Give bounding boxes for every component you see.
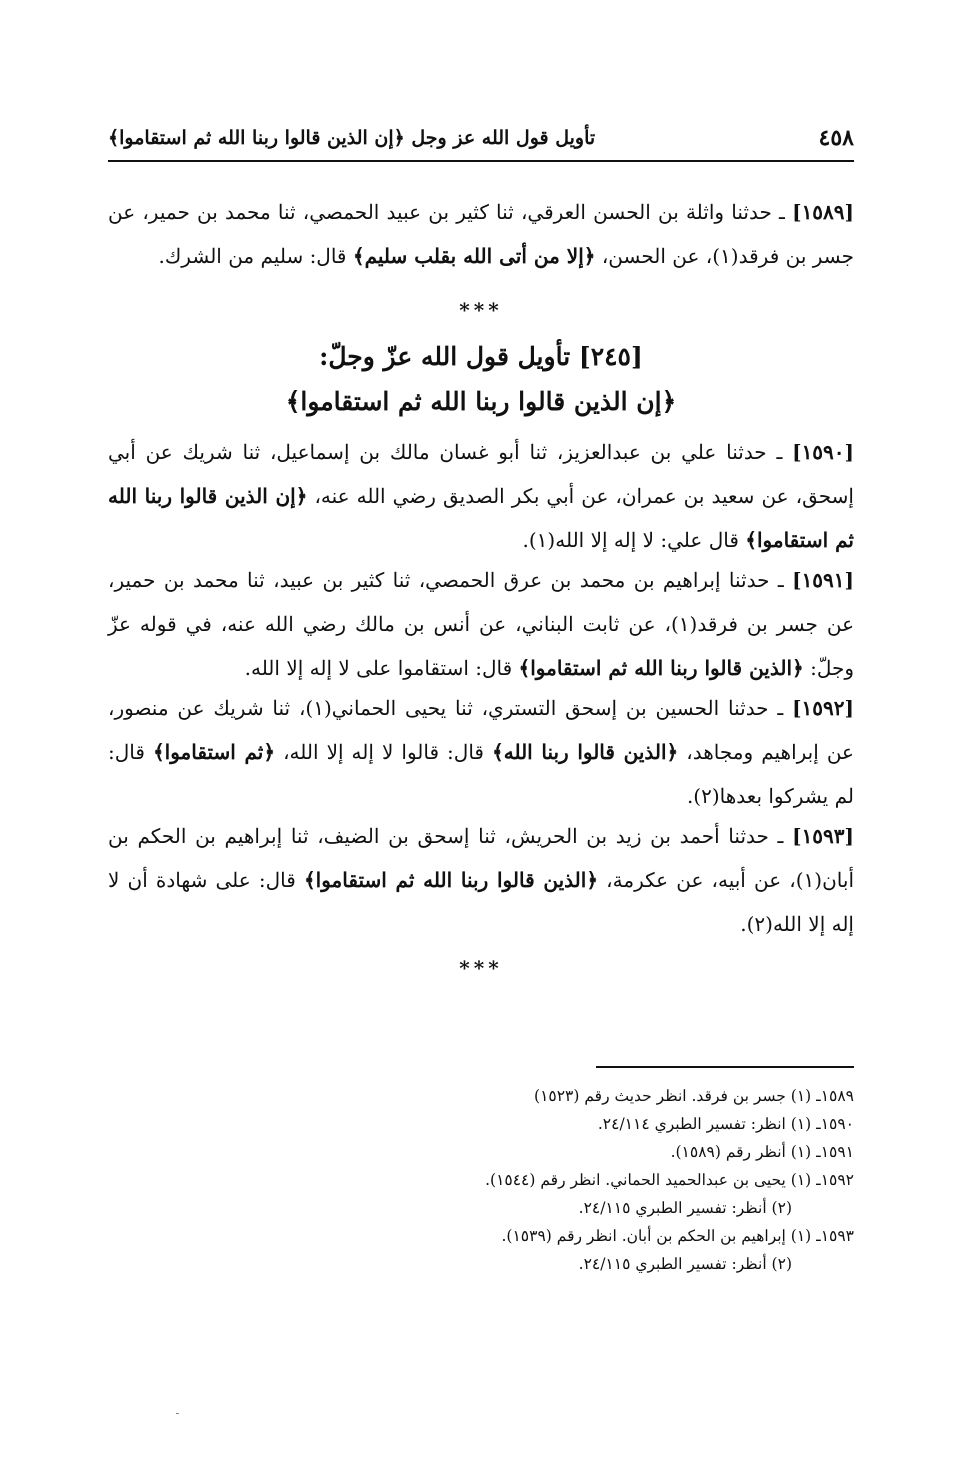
end-separator: *** <box>459 956 503 980</box>
chapter-verse-line: ﴿إن الذين قالوا ربنا الله ثم استقاموا﴾ <box>285 387 677 416</box>
footnote: ١٥٩١ـ (١) أنظر رقم (١٥٨٩). <box>670 1143 854 1161</box>
quran-quote: ﴿الذين قالوا ربنا الله ثم استقاموا﴾ <box>303 868 599 892</box>
hadith-text: ـ حدثنا الحسين بن إسحق التستري، ثنا يحيى الحماني(١)، ثنا شريك عن منصور، عن إبراهيم ومجاهد، <box>108 696 854 764</box>
section-separator: *** <box>459 298 503 322</box>
hadith-text: قال: سليم من الشرك. <box>158 244 353 268</box>
hadith-1593 <box>108 814 854 946</box>
paragraph <box>108 686 854 818</box>
hadith-text: ـ حدثنا واثلة بن الحسن العرقي، ثنا كثير بن عبيد الحمصي، ثنا محمد بن حمير، عن جسر بن فرقد(١)، عن الحسن، <box>108 200 854 268</box>
footnote: (٢) أنظر: تفسير الطبري ٢٤/١١٥. <box>578 1255 792 1273</box>
hadith-text: قال: لم يشركوا بعدها(٢). <box>108 740 854 808</box>
hadith-number: [١٥٩٣] <box>792 824 854 848</box>
hadith-text: ـ حدثنا علي بن عبدالعزيز، ثنا أبو غسان مالك بن إسماعيل، ثنا شريك عن أبي إسحق، عن سعيد بن عمران، عن أبي بكر الصديق رضي الله عنه، <box>108 440 854 508</box>
footnote: ١٥٩٠ـ (١) انظر: تفسير الطبري ٢٤/١١٤. <box>597 1115 854 1133</box>
chapter-heading <box>108 334 854 424</box>
header-rule <box>108 160 854 162</box>
footnote: ١٥٨٩ـ (١) جسر بن فرقد. انظر حديث رقم (١٥٢٣) <box>534 1087 854 1105</box>
footnote: ١٥٩٣ـ (١) إبراهيم بن الحكم بن أبان. انظر رقم (١٥٣٩). <box>501 1227 854 1245</box>
running-title: تأويل قول الله عز وجل ﴿إن الذين قالوا ربنا الله ثم استقاموا﴾ <box>108 127 596 149</box>
hadith-text: قال: قالوا لا إله إلا الله، <box>275 740 492 764</box>
footnote: (٢) أنظر: تفسير الطبري ٢٤/١١٥. <box>578 1199 792 1217</box>
footnotes <box>300 1082 854 1278</box>
hadith-1590 <box>108 430 854 562</box>
quran-quote: ﴿إلا من أتى الله بقلب سليم﴾ <box>352 244 596 268</box>
paragraph <box>108 814 854 946</box>
paragraph <box>108 558 854 690</box>
scan-speck <box>176 1413 179 1414</box>
hadith-1591 <box>108 558 854 690</box>
quran-quote: ﴿الذين قالوا ربنا الله ثم استقاموا﴾ <box>518 656 804 680</box>
quran-quote: ﴿ثم استقاموا﴾ <box>152 740 276 764</box>
hadith-text: ـ حدثنا إبراهيم بن محمد بن عرق الحمصي، ثنا كثير بن عبيد، ثنا محمد بن حمير، عن جسر بن فرقد(١)، عن ثابت البناني، عن أنس بن مالك رضي الله عنه، في قوله عزّ وجلّ: <box>108 568 854 680</box>
hadith-text: قال: على شهادة أن لا إله إلا الله(٢). <box>108 868 854 936</box>
hadith-text: قال علي: لا إله إلا الله(١). <box>522 528 746 552</box>
hadith-number: [١٥٩٢] <box>792 696 854 720</box>
hadith-number: [١٥٩٠] <box>792 440 854 464</box>
hadith-text: ـ حدثنا أحمد بن زيد بن الحريش، ثنا إسحق بن الضيف، ثنا إبراهيم بن الحكم بن أبان(١)، عن أبيه، عن عكرمة، <box>108 824 855 892</box>
footnote: ١٥٩٢ـ (١) يحيى بن عبدالحميد الحماني. انظر رقم (١٥٤٤). <box>485 1171 854 1189</box>
paragraph <box>108 430 854 562</box>
paragraph <box>108 190 854 278</box>
quran-quote: ﴿إن الذين قالوا ربنا الله ثم استقاموا﴾ <box>108 484 854 552</box>
hadith-number: [١٥٩١] <box>792 568 854 592</box>
page-number: ٤٥٨ <box>818 125 854 151</box>
hadith-text: قال: استقاموا على لا إله إلا الله. <box>244 656 519 680</box>
hadith-1589 <box>108 190 854 278</box>
quran-quote: ﴿الذين قالوا ربنا الله﴾ <box>492 740 679 764</box>
running-header <box>108 118 854 158</box>
chapter-title-line: [٢٤٥] تأويل قول الله عزّ وجلّ: <box>319 342 643 371</box>
hadith-number: [١٥٨٩] <box>792 200 854 224</box>
hadith-1592 <box>108 686 854 818</box>
footnote-rule <box>596 1066 854 1068</box>
